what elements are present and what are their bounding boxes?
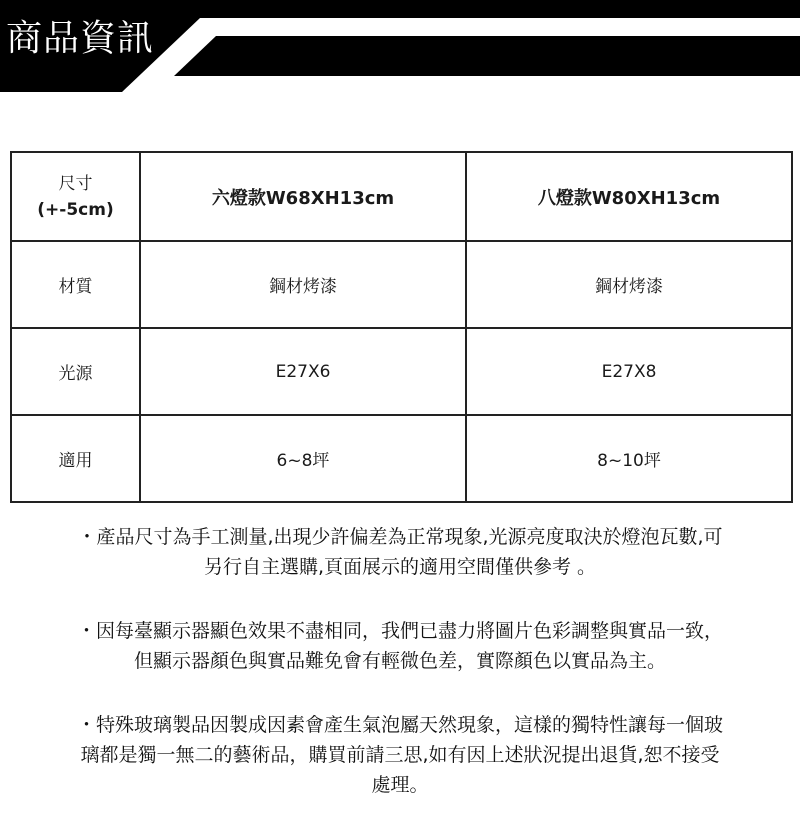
table-row-coverage bbox=[11, 415, 792, 502]
coverage-six-light: 6~8坪 bbox=[140, 415, 466, 502]
row-label-light-source: 光源 bbox=[11, 328, 140, 415]
model-six-light: 六燈款W68XH13cm bbox=[140, 152, 466, 241]
table-row-material bbox=[11, 241, 792, 328]
note-color-difference bbox=[10, 616, 790, 676]
light-source-six-light: E27X6 bbox=[140, 328, 466, 415]
page-header bbox=[0, 0, 800, 92]
note-line: 但顯示器顏色與實品難免會有輕微色差，實際顏色以實品為主。 bbox=[133, 650, 666, 672]
note-line: ・特殊玻璃製品因製成因素會產生氣泡屬天然現象，這樣的獨特性讓每一個玻 bbox=[76, 714, 723, 736]
table-row-light-source bbox=[11, 328, 792, 415]
note-glass-bubbles bbox=[10, 710, 790, 800]
model-eight-light: 八燈款W80XH13cm bbox=[466, 152, 792, 241]
row-label-coverage: 適用 bbox=[11, 415, 140, 502]
note-line: 璃都是獨一無二的藝術品，購買前請三思,如有因上述狀況提出退貨,恕不接受 bbox=[80, 744, 720, 766]
note-line: ・因每臺顯示器顯色效果不盡相同，我們已盡力將圖片色彩調整與實品一致， bbox=[76, 620, 723, 642]
light-source-eight-light: E27X8 bbox=[466, 328, 792, 415]
notes-section bbox=[10, 522, 790, 834]
note-measurement bbox=[10, 522, 790, 582]
table-header-row bbox=[11, 152, 792, 241]
size-tolerance: (+-5cm) bbox=[37, 199, 114, 220]
material-eight-light: 鋼材烤漆 bbox=[466, 241, 792, 328]
note-line: ・產品尺寸為手工測量,出現少許偏差為正常現象,光源亮度取決於燈泡瓦數,可 bbox=[77, 526, 723, 548]
note-line: 處理。 bbox=[371, 774, 429, 796]
note-line: 另行自主選購,頁面展示的適用空間僅供參考 。 bbox=[203, 556, 597, 578]
page-title: 商品資訊 bbox=[6, 18, 155, 59]
size-label: 尺寸 bbox=[58, 173, 93, 194]
material-six-light: 鋼材烤漆 bbox=[140, 241, 466, 328]
coverage-eight-light: 8~10坪 bbox=[466, 415, 792, 502]
row-label-material: 材質 bbox=[11, 241, 140, 328]
size-label-cell bbox=[11, 152, 140, 241]
spec-table bbox=[10, 151, 793, 503]
